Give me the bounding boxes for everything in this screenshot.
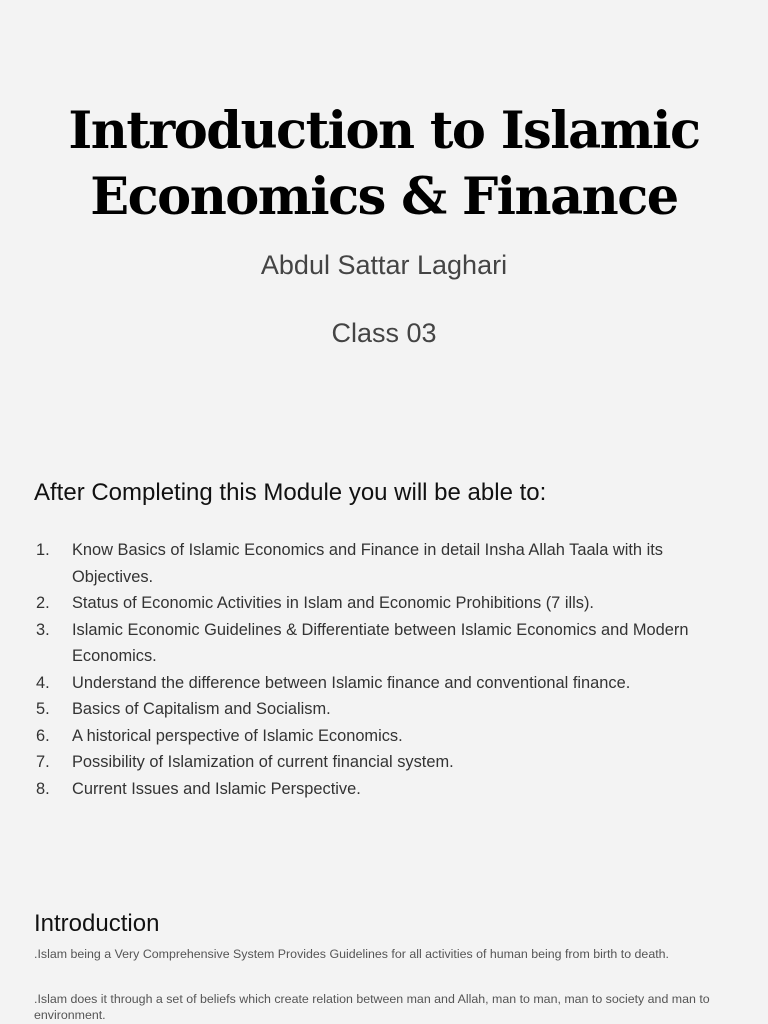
list-item-number: 2. [36,594,50,612]
class-label: Class 03 [331,318,437,348]
title-line-1: Introduction to Islamic [68,101,700,161]
list-item-number: 6. [36,726,50,745]
list-item-number: 5. [36,700,50,718]
objectives-list [36,537,746,802]
introduction-heading: Introduction [34,910,160,937]
list-item [36,670,746,697]
list-item-text: Islamic Economic Guidelines & Differentiate between Islamic Economics and Modern Economics. [72,620,689,665]
list-item-text: Understand the difference between Islamic finance and conventional finance. [72,673,631,692]
list-item-number: 7. [36,753,50,771]
list-item-text: A historical perspective of Islamic Economics. [72,726,403,745]
list-item [36,749,746,776]
list-item-text: Status of Economic Activities in Islam and Economic Prohibitions (7 ills). [72,594,594,612]
title-line-2: Economics & Finance [90,167,678,227]
introduction-paragraph: .Islam does it through a set of beliefs which create relation between man and Allah, man to man, man to society and man to environment. [34,992,710,1022]
module-heading: After Completing this Module you will be able to: [34,479,547,506]
list-item [36,537,746,590]
list-item-text: Current Issues and Islamic Perspective. [72,779,361,798]
list-item [36,696,746,723]
list-item-number: 1. [36,541,50,559]
introduction-paragraph: .Islam being a Very Comprehensive System Provides Guidelines for all activities of human being from birth to death. [34,947,669,961]
list-item-text: Know Basics of Islamic Economics and Finance in detail Insha Allah Taala with its Objectives. [72,541,663,586]
list-item-text: Possibility of Islamization of current financial system. [72,753,454,771]
list-item [36,723,746,750]
list-item-number: 4. [36,673,50,692]
list-item-number: 8. [36,779,50,798]
page-title [0,98,768,230]
list-item [36,590,746,617]
author-name: Abdul Sattar Laghari [260,250,508,280]
list-item-text: Basics of Capitalism and Socialism. [72,700,331,718]
list-item-number: 3. [36,620,50,639]
list-item [36,776,746,803]
list-item [36,617,746,670]
